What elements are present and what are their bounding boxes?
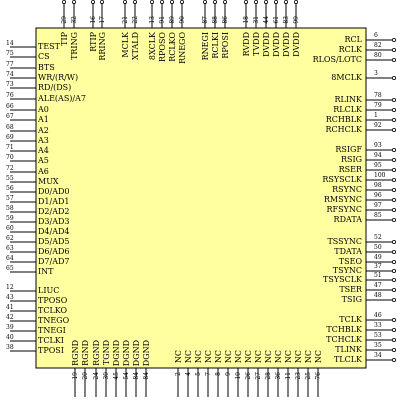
bottom-pin-signal: NC (284, 350, 293, 364)
right-pin-signal: RMSYNC (323, 195, 362, 204)
left-pin-number: 57 (6, 195, 14, 202)
right-pin-number: 6 (374, 32, 378, 39)
right-pin-number: 50 (374, 244, 382, 251)
right-pin-signal: RLINK (334, 95, 362, 104)
left-pin-number: 66 (6, 103, 14, 110)
top-pin-number: 17 (99, 16, 106, 24)
right-pin-number: 37 (374, 263, 382, 270)
left-pin-number: 74 (6, 71, 14, 78)
left-pin-signal: TPOSI (38, 346, 64, 355)
right-pin-signal: TLCLK (333, 355, 362, 364)
top-pin-signal: RCLKO (168, 32, 177, 62)
bottom-pin-number: 26 (245, 372, 252, 380)
bottom-pin-signal: DGND (132, 340, 141, 367)
right-pin-number: 98 (374, 182, 382, 189)
left-pin-signal: ALE(AS)/A7 (38, 94, 86, 103)
right-pin-signal: 8MCLK (331, 73, 362, 82)
right-pin-number: 53 (374, 332, 382, 339)
left-pin-number: 65 (6, 265, 14, 272)
bottom-pin-number: 20 (82, 372, 89, 380)
bottom-pin-number: 54 (123, 372, 130, 380)
top-pin-number: 44 (263, 16, 270, 24)
top-pin-signal: RRING (98, 32, 107, 61)
bottom-pin-number: 28 (265, 372, 272, 380)
bottom-pin-signal: NC (194, 350, 203, 364)
right-pin-number: 46 (374, 312, 382, 319)
top-pin-number: 91 (159, 16, 166, 24)
right-pin-signal: RDATA (333, 215, 362, 224)
top-pin-signal: RPOSO (158, 32, 167, 63)
bottom-pin-number: 84 (133, 372, 140, 380)
left-pin-signal: D4/AD4 (38, 227, 70, 236)
right-pin-number: 92 (374, 122, 382, 129)
right-pin-signal: RLCLK (333, 105, 362, 114)
top-pin-number: 32 (71, 16, 78, 24)
top-pin-signal: XTALD (131, 32, 140, 61)
top-pin-number: 18 (243, 16, 250, 24)
right-pin-number: 80 (374, 52, 382, 59)
top-pin-signal: DVDD (282, 32, 291, 57)
top-pin-number: 22 (132, 16, 139, 24)
top-pin-number: 88 (212, 16, 219, 24)
left-pin-number: 12 (6, 284, 14, 291)
bottom-pin-signal: NC (184, 350, 193, 364)
bottom-pin-signal: NC (264, 350, 273, 364)
top-pin-number: 83 (283, 16, 290, 24)
right-pin-number: 82 (374, 42, 382, 49)
right-pin-number: 85 (374, 212, 382, 219)
left-pin-signal: A3 (38, 136, 49, 145)
left-pin-signal: TNEGI (38, 326, 66, 335)
right-pin-number: 49 (374, 254, 382, 261)
top-pin-signal: TIP (60, 32, 69, 46)
left-pin-number: 40 (6, 334, 14, 341)
right-pin-number: 48 (374, 292, 382, 299)
bottom-pin-number: 19 (72, 372, 79, 380)
top-pin-number: 86 (222, 16, 229, 24)
right-pin-signal: RFSYNC (326, 205, 362, 214)
bottom-pin-number: 36 (275, 372, 282, 380)
left-pin-number: 58 (6, 205, 14, 212)
right-pin-signal: TSSYNC (327, 237, 362, 246)
left-pin-signal: WR/(R/W) (38, 73, 79, 82)
left-pin-signal: TEST (38, 42, 60, 51)
right-pin-number: 3 (374, 70, 378, 77)
right-pin-number: 35 (374, 342, 382, 349)
right-pin-number: 1 (374, 112, 378, 119)
bottom-pin-signal: RGND (81, 340, 90, 366)
left-pin-number: 43 (6, 294, 14, 301)
bottom-pin-number: 9 (225, 372, 232, 376)
right-pin-number: 52 (374, 234, 382, 241)
bottom-pin-signal: RGND (92, 340, 101, 366)
right-pin-signal: TDATA (334, 247, 362, 256)
right-pin-signal: TLINK (335, 345, 362, 354)
bottom-pin-signal: DGND (112, 340, 121, 367)
bottom-pin-number: 4 (185, 372, 192, 376)
bottom-pin-signal: TGND (102, 340, 111, 366)
right-pin-number: 96 (374, 192, 382, 199)
left-pin-signal: D7/AD7 (38, 257, 70, 266)
left-pin-number: 55 (6, 175, 14, 182)
right-pin-number: 47 (374, 282, 382, 289)
bottom-pin-number: 10 (235, 372, 242, 380)
right-pin-signal: TSYNC (332, 266, 362, 275)
top-pin-signal: 8XCLK (148, 32, 157, 61)
bottom-pin-number: 27 (255, 372, 262, 380)
left-pin-signal: A2 (38, 126, 49, 135)
top-pin-number: 90 (179, 16, 186, 24)
right-pin-signal: TCHBLK (326, 325, 362, 334)
top-pin-signal: RVDD (242, 32, 251, 57)
right-pin-number: 51 (374, 272, 382, 279)
left-pin-number: 69 (6, 134, 14, 141)
bottom-pin-number: 76 (315, 372, 322, 380)
right-pin-signal: RSYNC (332, 185, 362, 194)
top-pin-signal: RNEGO (178, 32, 187, 64)
left-pin-signal: RD/(DS) (38, 83, 72, 92)
left-pin-signal: D3/AD3 (38, 217, 70, 226)
right-pin-signal: TCLK (339, 315, 362, 324)
left-pin-signal: CS (38, 52, 50, 61)
top-pin-signal: RPOSI (221, 32, 230, 59)
bottom-pin-signal: NC (214, 350, 223, 364)
top-pin-signal: RTIP (89, 32, 98, 52)
bottom-pin-number: 30 (103, 372, 110, 380)
right-pin-signal: TSER (339, 285, 362, 294)
left-pin-signal: LIUC (38, 286, 60, 295)
bottom-pin-signal: NC (244, 350, 253, 364)
bottom-pin-number: 7 (205, 372, 212, 376)
left-pin-number: 67 (6, 113, 14, 120)
top-pin-number: 13 (149, 16, 156, 24)
bottom-pin-signal: NC (304, 350, 313, 364)
bottom-pin-number: 45 (113, 372, 120, 380)
left-pin-signal: D5/AD5 (38, 237, 70, 246)
bottom-pin-signal: NC (174, 350, 183, 364)
left-pin-signal: D0/AD0 (38, 187, 70, 196)
top-pin-number: 29 (61, 16, 68, 24)
left-pin-number: 60 (6, 225, 14, 232)
bottom-pin-number: 25 (305, 372, 312, 380)
left-pin-number: 75 (6, 50, 14, 57)
top-pin-signal: RCLKI (211, 32, 220, 59)
bottom-pin-signal: DGND (142, 340, 151, 367)
left-pin-number: 62 (6, 235, 14, 242)
top-pin-signal: DVDD (272, 32, 281, 57)
right-pin-signal: RSIG (340, 155, 362, 164)
top-pin-signal: RNEGI (201, 32, 210, 61)
left-pin-signal: A1 (38, 115, 49, 124)
left-pin-number: 64 (6, 255, 14, 262)
left-pin-signal: A0 (38, 105, 49, 114)
left-pin-signal: D6/AD6 (38, 247, 70, 256)
right-pin-signal: RSER (338, 165, 362, 174)
left-pin-number: 77 (6, 61, 14, 68)
left-pin-signal: D2/AD2 (38, 207, 70, 216)
top-pin-signal: TVDD (252, 32, 261, 56)
top-pin-number: 99 (293, 16, 300, 24)
top-pin-signal: DVDD (262, 32, 271, 57)
top-pin-signal: TRING (70, 32, 79, 60)
left-pin-number: 70 (6, 154, 14, 161)
left-pin-signal: TCLKO (38, 306, 68, 315)
left-pin-number: 76 (6, 92, 14, 99)
top-pin-number: 89 (169, 16, 176, 24)
bottom-pin-signal: NC (254, 350, 263, 364)
right-pin-signal: RCLK (338, 45, 362, 54)
top-pin-number: 21 (122, 16, 129, 24)
bottom-pin-signal: NC (224, 350, 233, 364)
right-pin-signal: RLOS/LOTC (312, 55, 362, 64)
bottom-pin-signal: NC (314, 350, 323, 364)
left-pin-number: 71 (6, 144, 14, 151)
bottom-pin-signal: NC (274, 350, 283, 364)
top-pin-signal: MCLK (121, 32, 130, 58)
bottom-pin-signal: NC (294, 350, 303, 364)
left-pin-number: 59 (6, 215, 14, 222)
right-pin-signal: TSIG (341, 295, 362, 304)
left-pin-signal: MUX (38, 177, 59, 186)
left-pin-number: 14 (6, 40, 14, 47)
bottom-pin-signal: NC (234, 350, 243, 364)
top-pin-number: 16 (90, 16, 97, 24)
right-pin-signal: TSYSCLK (323, 275, 362, 284)
right-pin-number: 97 (374, 202, 382, 209)
right-pin-number: 79 (374, 102, 382, 109)
right-pin-number: 93 (374, 142, 382, 149)
left-pin-number: 73 (6, 81, 14, 88)
top-pin-number: 61 (273, 16, 280, 24)
right-pin-signal: TSEO (338, 257, 362, 266)
right-pin-signal: RSIGF (335, 145, 362, 154)
right-pin-number: 94 (374, 152, 382, 159)
right-pin-number: 78 (374, 92, 382, 99)
bottom-pin-signal: NC (204, 350, 213, 364)
bottom-pin-signal: RGND (71, 340, 80, 366)
bottom-pin-signal: DGND (122, 340, 131, 367)
left-pin-signal: TNEGO (38, 316, 70, 325)
bottom-pin-number: 24 (93, 372, 100, 380)
left-pin-signal: A5 (38, 156, 49, 165)
left-pin-signal: A6 (38, 167, 49, 176)
left-pin-number: 56 (6, 185, 14, 192)
right-pin-number: 34 (374, 352, 382, 359)
left-pin-number: 68 (6, 124, 14, 131)
left-pin-signal: BTS (38, 63, 55, 72)
bottom-pin-number: 11 (285, 372, 292, 380)
bottom-pin-number: 84 (143, 372, 150, 380)
bottom-pin-number: 23 (295, 372, 302, 380)
left-pin-signal: TCLKI (38, 336, 64, 345)
left-pin-number: 42 (6, 314, 14, 321)
bottom-pin-number: 2 (175, 372, 182, 376)
left-pin-signal: TPOSO (38, 296, 68, 305)
top-pin-signal: DVDD (292, 32, 301, 57)
left-pin-signal: INT (38, 267, 54, 276)
bottom-pin-number: 5 (195, 372, 202, 376)
top-pin-number: 87 (202, 16, 209, 24)
right-pin-signal: RCHBLK (325, 115, 362, 124)
right-pin-number: 100 (374, 172, 386, 179)
left-pin-number: 63 (6, 245, 14, 252)
right-pin-signal: RCHCLK (325, 125, 362, 134)
bottom-pin-number: 8 (215, 372, 222, 376)
left-pin-number: 72 (6, 165, 14, 172)
right-pin-signal: RCL (344, 35, 362, 44)
left-pin-number: 41 (6, 304, 14, 311)
left-pin-signal: A4 (38, 146, 49, 155)
top-pin-number: 31 (253, 16, 260, 24)
left-pin-number: 39 (6, 324, 14, 331)
right-pin-number: 33 (374, 322, 382, 329)
right-pin-number: 95 (374, 162, 382, 169)
left-pin-signal: D1/AD1 (38, 197, 70, 206)
right-pin-signal: TCHCLK (326, 335, 362, 344)
right-pin-signal: RSYSCLK (322, 175, 362, 184)
left-pin-number: 38 (6, 344, 14, 351)
